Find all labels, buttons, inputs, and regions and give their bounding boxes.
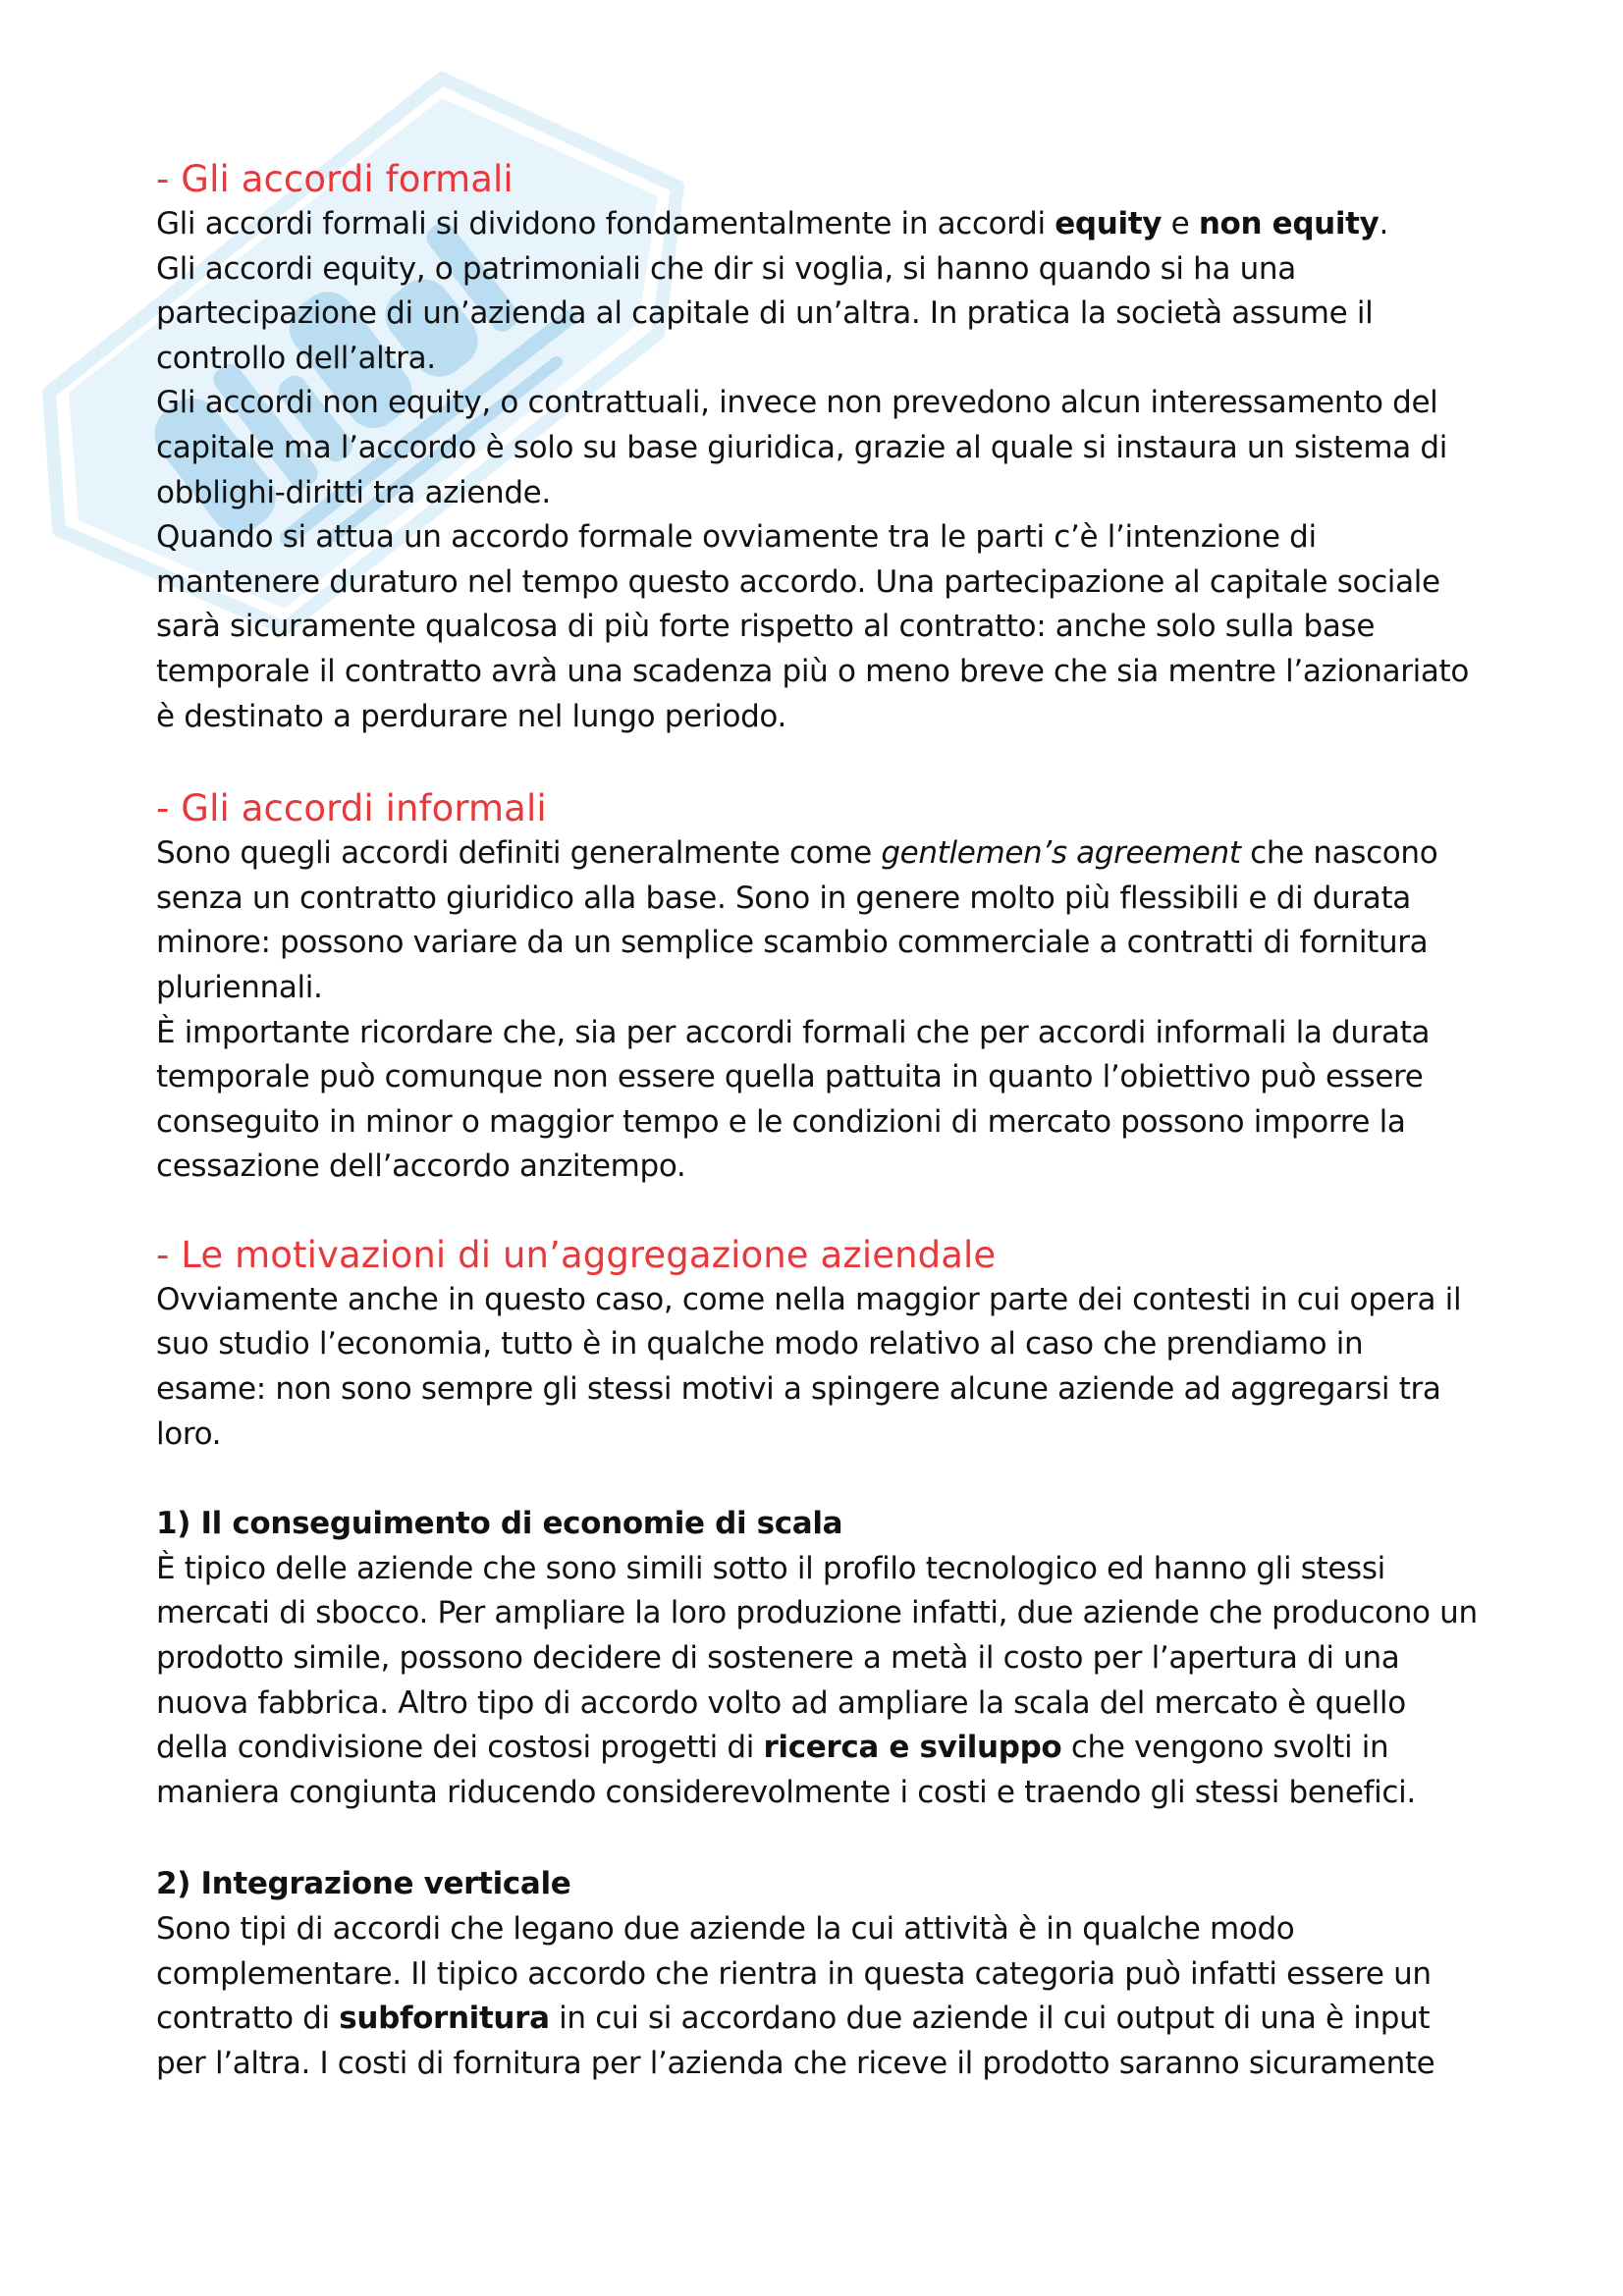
term-ricerca-e-sviluppo: ricerca e sviluppo (763, 1730, 1062, 1766)
heading-accordi-formali: - Gli accordi formali (156, 158, 514, 200)
paragraph-motivazioni: Ovviamente anche in questo caso, come nella maggior parte dei contesti in cui opera il suo studio l’economia, tutto è in qualche modo relativo al caso che prendiamo in esame: non sono sempre gli stessi motivi a spingere alcune aziende ad aggregarsi tra loro. (156, 1281, 1462, 1452)
paragraph-formali-non-equity: Gli accordi non equity, o contrattuali, invece non prevedono alcun interessamento del capitale ma l’accordo è solo su base giuridica, grazie al quale si instaura un sistema di obblighi-diritti tra aziende. (156, 385, 1447, 510)
paragraph-formali-equity: Gli accordi equity, o patrimoniali che dir si voglia, si hanno quando si ha una partecipazione di un’azienda al capitale di un’altra. In pratica la società assume il controllo dell’altra. (156, 250, 1374, 376)
document-body (156, 157, 1482, 2086)
paragraph-informali-intro: Sono quegli accordi definiti generalmente come gentlemen’s agreement che nascono senza un contratto giuridico alla base. Sono in genere molto più flessibili e di durata minore: possono variare da un semplice scambio commerciale a contratti di fornitura pluriennali. (156, 835, 1438, 1005)
paragraph-integrazione-verticale: Sono tipi di accordi che legano due aziende la cui attività è in qualche modo complementare. Il tipico accordo che rientra in questa categoria può infatti essere un contratto di subfornitura in cui si accordano due aziende il cui output di una è input per l’altra. I costi di fornitura per l’azienda che riceve il prodotto saranno sicuramente (156, 1911, 1435, 2081)
term-equity: equity (1055, 206, 1163, 241)
paragraph-formali-intro: Gli accordi formali si dividono fondamentalmente in accordi equity e non equity. (156, 206, 1388, 241)
subheading-economie-di-scala: 1) Il conseguimento di economie di scala (156, 1506, 843, 1542)
paragraph-informali-durata: È importante ricordare che, sia per accordi formali che per accordi informali la durata temporale può comunque non essere quella pattuita in quanto l’obiettivo può essere conseguito in minor o maggior tempo e le condizioni di mercato possono imporre la cessazione dell’accordo anzitempo. (156, 1014, 1431, 1185)
paragraph-economie-di-scala: È tipico delle aziende che sono simili sotto il profilo tecnologico ed hanno gli stessi mercati di sbocco. Per ampliare la loro produzione infatti, due aziende che producono un prodotto simile, possono decidere di sostenere a metà il costo per l’apertura di una nuova fabbrica. Altro tipo di accordo volto ad ampliare la scala del mercato è quello della condivisione dei costosi progetti di ricerca e sviluppo che vengono svolti in maniera congiunta riducendo considerevolmente i costi e traendo gli stessi benefici. (156, 1550, 1478, 1810)
term-non-equity: non equity (1198, 206, 1380, 241)
term-subfornitura: subfornitura (339, 2001, 550, 2037)
subheading-integrazione-verticale: 2) Integrazione verticale (156, 1866, 571, 1902)
heading-motivazioni: - Le motivazioni di un’aggregazione aziendale (156, 1233, 997, 1276)
paragraph-formali-durata: Quando si attua un accordo formale ovviamente tra le parti c’è l’intenzione di mantenere duraturo nel tempo questo accordo. Una partecipazione al capitale sociale sarà sicuramente qualcosa di più forte rispetto al contratto: anche solo sulla base temporale il contratto avrà una scadenza più o meno breve che sia mentre l’azionariato è destinato a perdurare nel lungo periodo. (156, 519, 1469, 734)
term-gentlemens-agreement: gentlemen’s agreement (881, 835, 1241, 872)
heading-accordi-informali: - Gli accordi informali (156, 787, 547, 830)
